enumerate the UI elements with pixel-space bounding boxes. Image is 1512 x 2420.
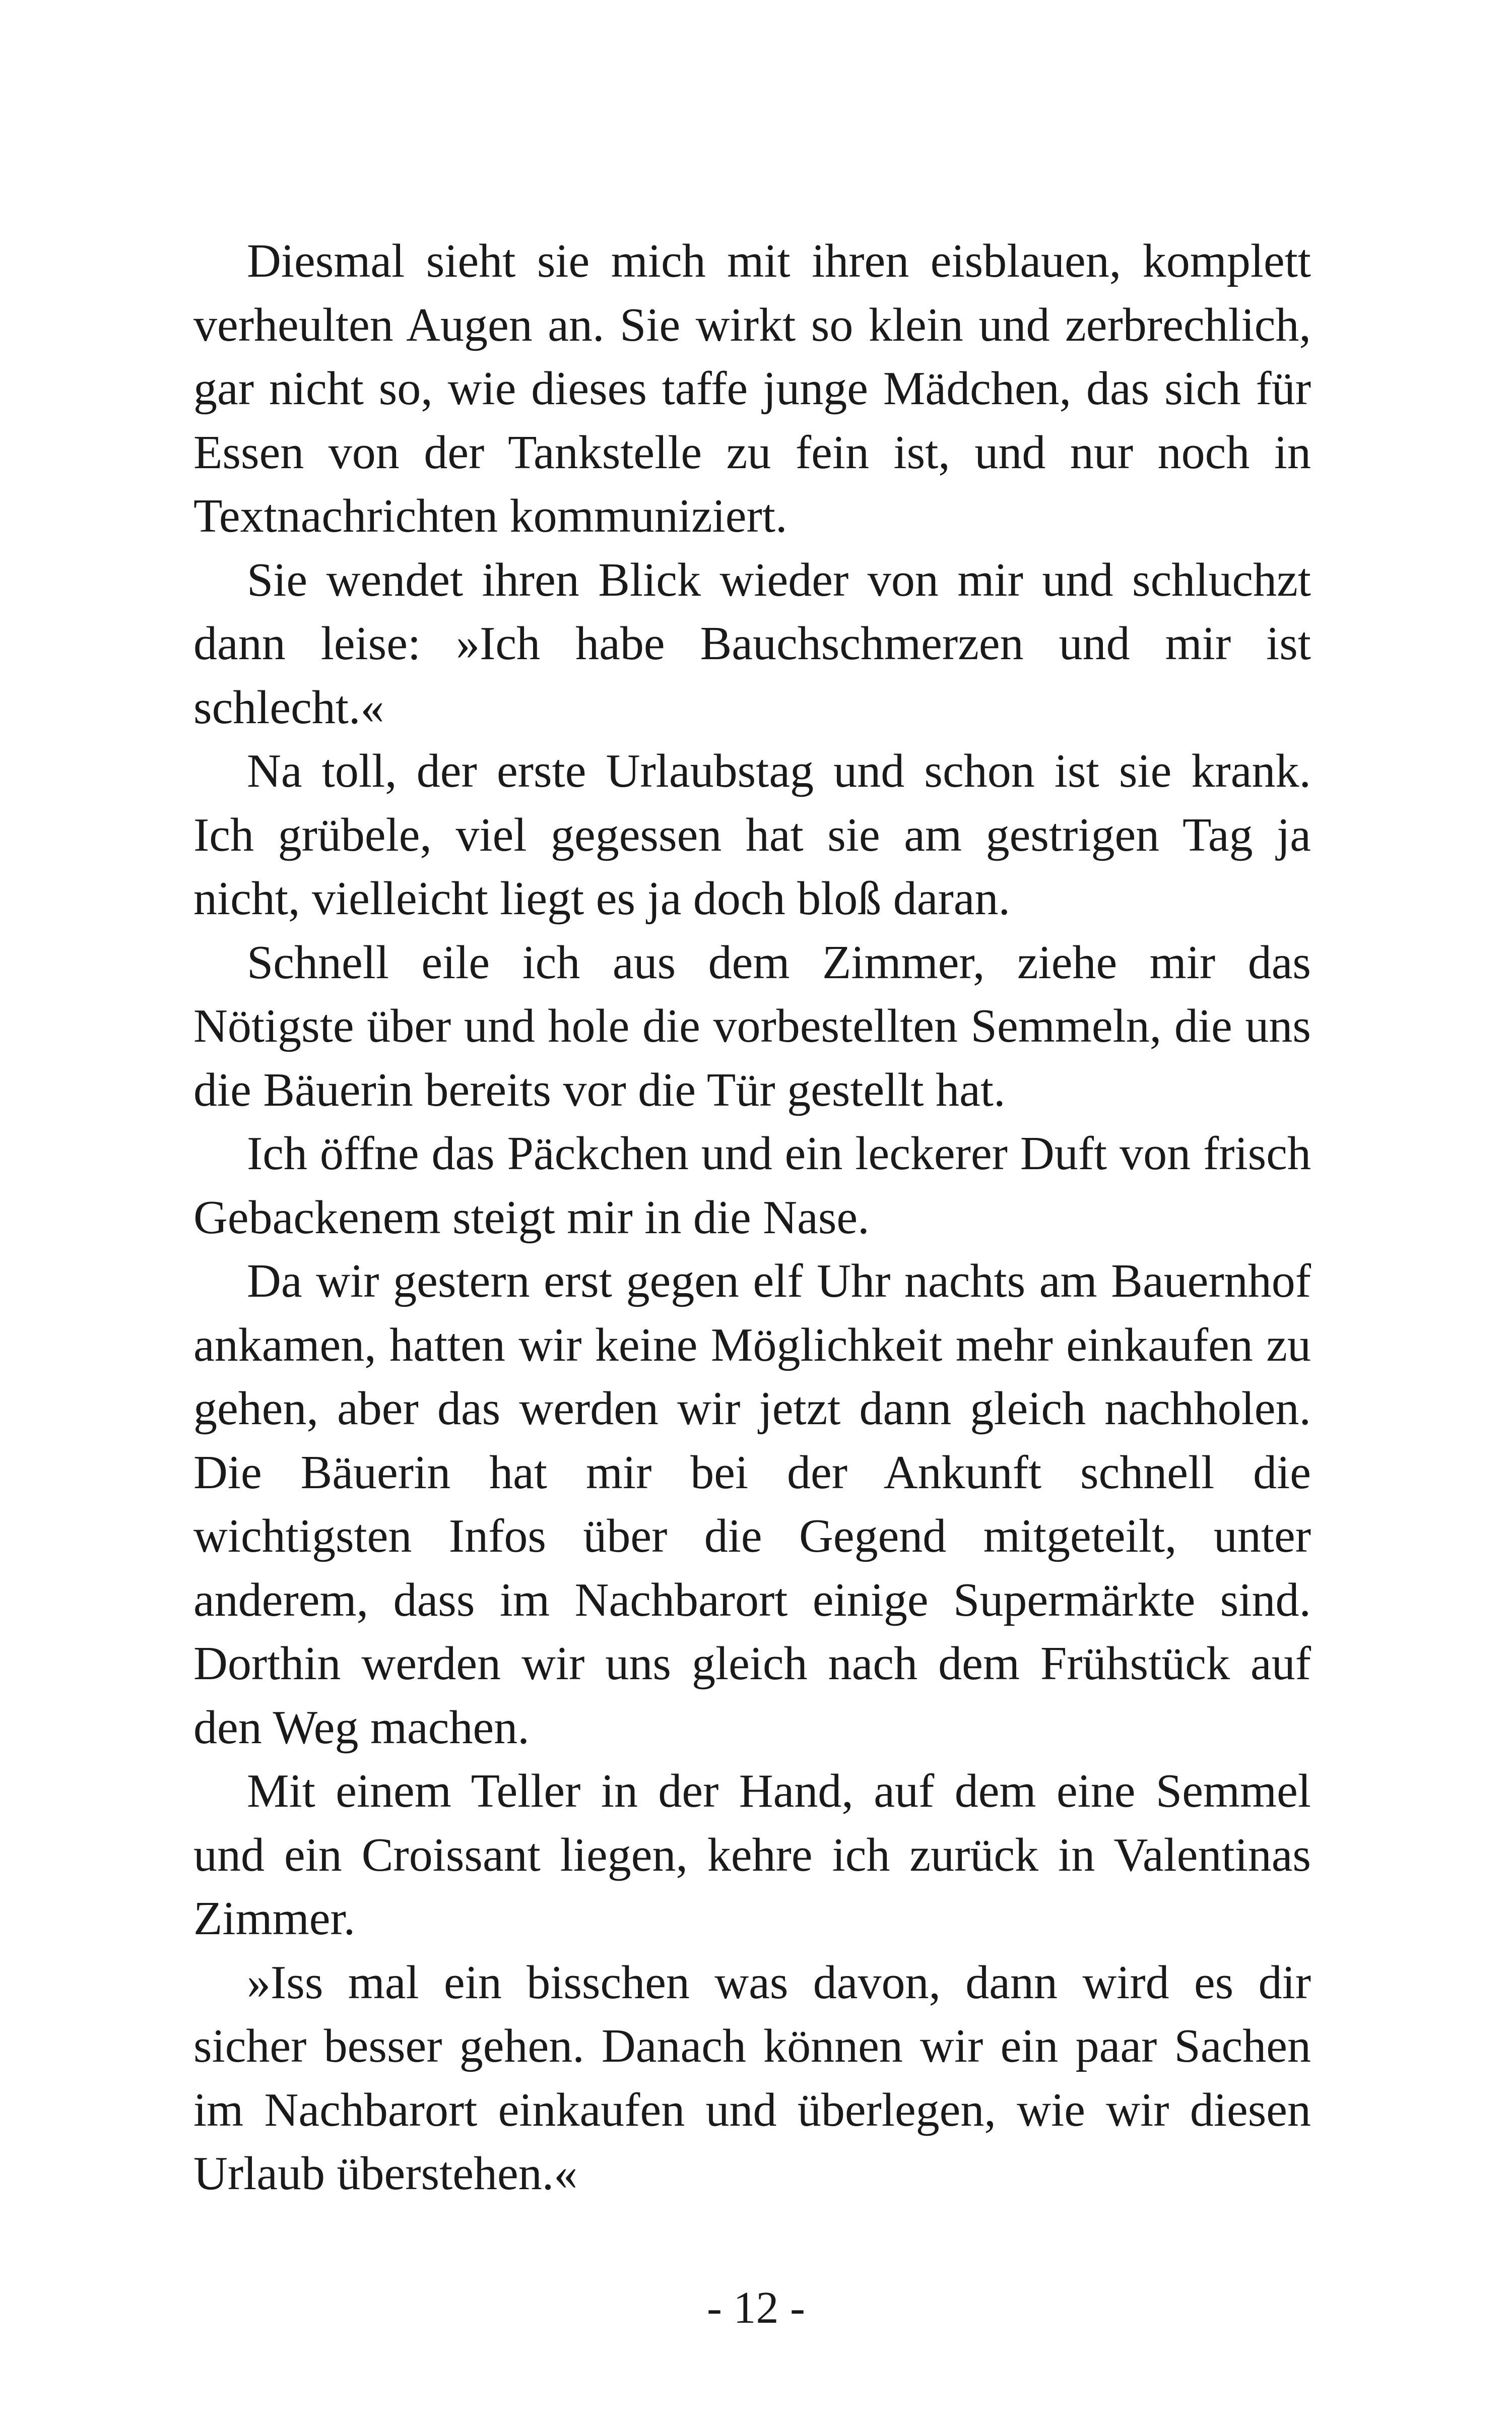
paragraph: Diesmal sieht sie mich mit ihren eisblauen, komplett verheulten Augen an. Sie wirkt so klein und zerbrechlich, gar nicht so, wie dieses taffe junge Mädchen, das sich für Essen von der Tankstelle zu fein ist, und nur noch in Textnachrichten kommuniziert. [193,235,1311,542]
paragraph: Na toll, der erste Urlaubstag und schon ist sie krank. Ich grübele, viel gegessen hat sie am gestrigen Tag ja nicht, vielleicht liegt es ja doch bloß daran. [193,745,1311,925]
paragraph: Ich öffne das Päckchen und ein leckerer Duft von frisch Gebackenem steigt mir in die Nase. [193,1127,1311,1244]
paragraph: Schnell eile ich aus dem Zimmer, ziehe mir das Nötigste über und hole die vorbestellten Semmeln, die uns die Bäuerin bereits vor die Tür gestellt hat. [193,936,1311,1116]
paragraph: Sie wendet ihren Blick wieder von mir und schluchzt dann leise: »Ich habe Bauchschmerzen und mir ist schlecht.« [193,553,1311,734]
body-text [193,229,1311,2206]
page-number: - 12 - [707,2283,805,2333]
paragraph: Mit einem Teller in der Hand, auf dem eine Semmel und ein Croissant liegen, kehre ich zurück in Valentinas Zimmer. [193,1765,1311,1945]
paragraph: Da wir gestern erst gegen elf Uhr nachts am Bauernhof ankamen, hatten wir keine Möglichkeit mehr einkaufen zu gehen, aber das werden wir jetzt dann gleich nachholen. Die Bäuerin hat mir bei der Ankunft schnell die wichtigsten Infos über die Gegend mitgeteilt, unter anderem, dass im Nachbarort einige Supermärkte sind. Dorthin werden wir uns gleich nach dem Frühstück auf den Weg machen. [193,1255,1311,1754]
paragraph: »Iss mal ein bisschen was davon, dann wird es dir sicher besser gehen. Danach können wir ein paar Sachen im Nachbarort einkaufen und überlegen, wie wir diesen Urlaub überstehen.« [193,1956,1311,2200]
